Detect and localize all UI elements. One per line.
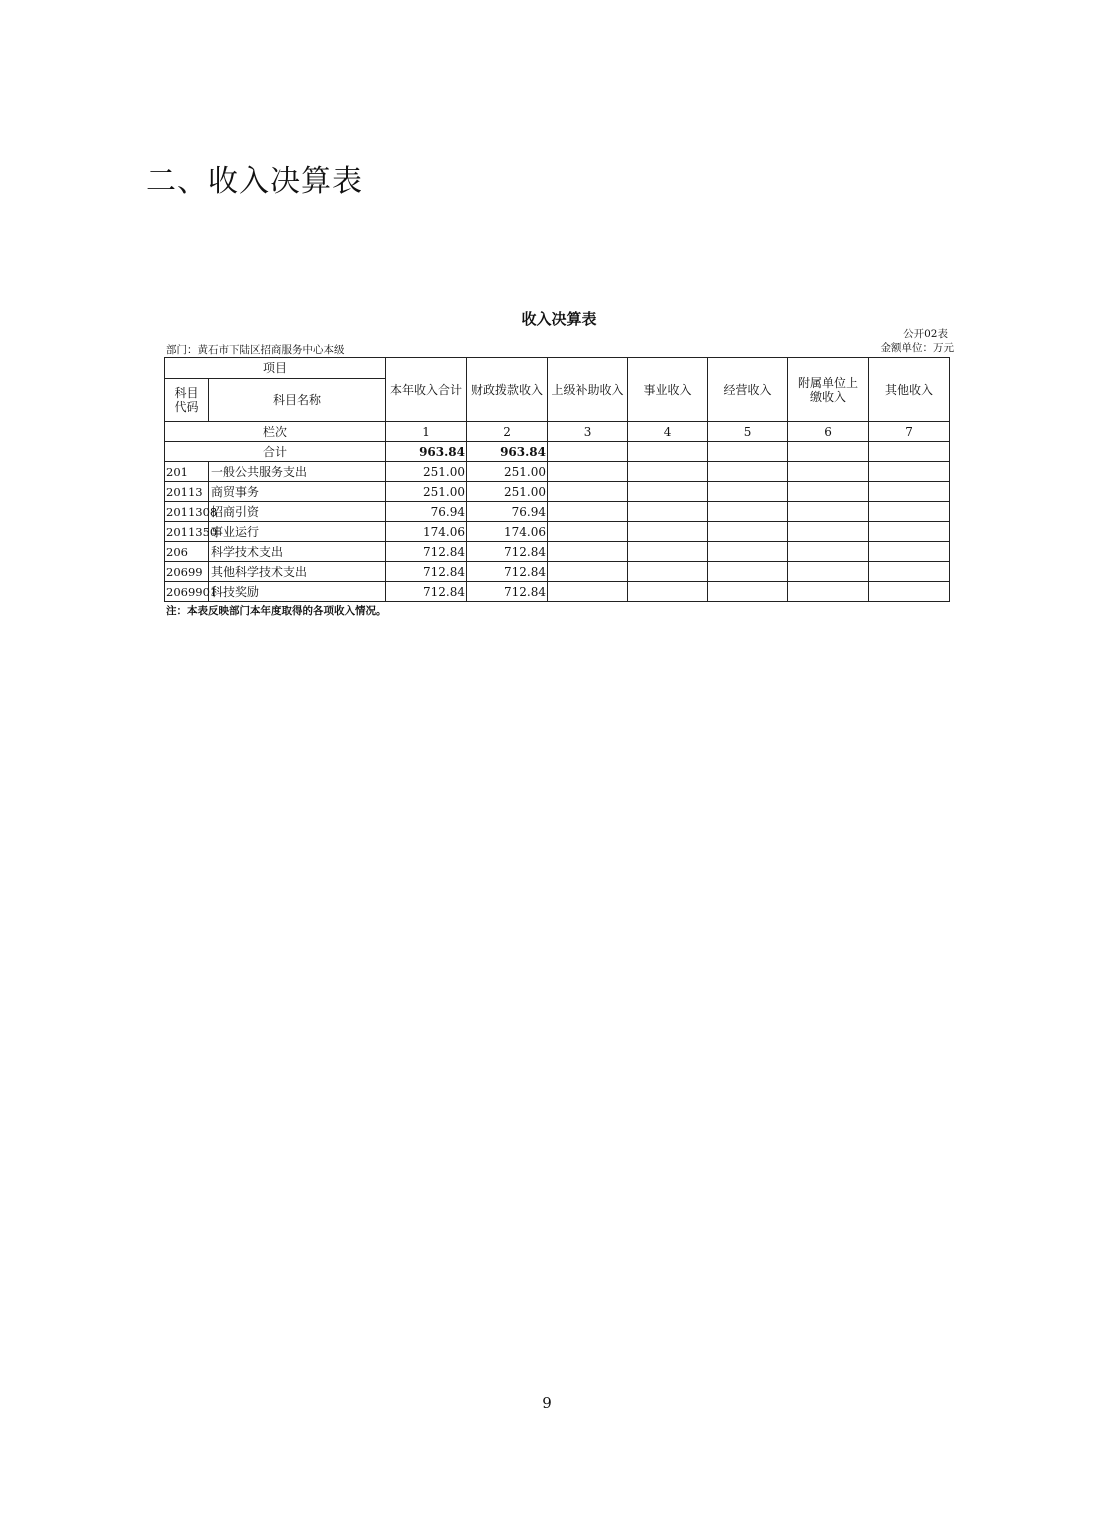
row-name: 招商引资: [209, 502, 386, 522]
total-value: [869, 442, 950, 462]
total-label: 合计: [165, 442, 386, 462]
row-code: 206: [165, 542, 209, 562]
table-row: [165, 462, 950, 482]
row-value: 76.94: [467, 502, 548, 522]
row-value: [628, 582, 708, 602]
total-value: [708, 442, 788, 462]
row-value: [628, 482, 708, 502]
total-value: [628, 442, 708, 462]
row-name: 一般公共服务支出: [209, 462, 386, 482]
row-value: [708, 562, 788, 582]
header-code: 科目代码: [165, 379, 209, 422]
column-number: 5: [708, 422, 788, 442]
row-value: [628, 462, 708, 482]
row-name: 商贸事务: [209, 482, 386, 502]
row-value: [708, 542, 788, 562]
row-name: 科技奖励: [209, 582, 386, 602]
row-value: [869, 462, 950, 482]
row-code: 2011308: [165, 502, 209, 522]
header-superior: 上级补助收入: [548, 358, 628, 422]
header-business: 事业收入: [628, 358, 708, 422]
row-value: [788, 462, 869, 482]
row-value: 251.00: [467, 462, 548, 482]
row-value: [628, 542, 708, 562]
row-value: [708, 502, 788, 522]
row-value: 251.00: [386, 462, 467, 482]
header-other: 其他收入: [869, 358, 950, 422]
header-total: 本年收入合计: [386, 358, 467, 422]
row-value: [628, 502, 708, 522]
row-name: 科学技术支出: [209, 542, 386, 562]
total-value: [548, 442, 628, 462]
row-value: [548, 502, 628, 522]
row-value: [708, 582, 788, 602]
row-value: 712.84: [386, 542, 467, 562]
row-value: [708, 462, 788, 482]
row-code: 201: [165, 462, 209, 482]
column-number: 3: [548, 422, 628, 442]
row-value: [788, 482, 869, 502]
row-code: 2011350: [165, 522, 209, 542]
row-value: 712.84: [467, 562, 548, 582]
income-table: [164, 357, 950, 602]
total-value: 963.84: [386, 442, 467, 462]
header-project: 项目: [165, 358, 386, 379]
page-number: 9: [542, 1394, 552, 1412]
header-fiscal: 财政拨款收入: [467, 358, 548, 422]
table-row: [165, 522, 950, 542]
column-number: 1: [386, 422, 467, 442]
row-value: [548, 462, 628, 482]
row-value: 76.94: [386, 502, 467, 522]
row-value: 712.84: [386, 562, 467, 582]
row-value: [869, 582, 950, 602]
header-affiliated: 附属单位上缴收入: [788, 358, 869, 422]
form-code: 公开02表: [903, 328, 948, 340]
row-value: [708, 522, 788, 542]
row-code: 2069901: [165, 582, 209, 602]
row-value: [869, 482, 950, 502]
row-value: [869, 562, 950, 582]
row-value: 712.84: [467, 582, 548, 602]
row-code: 20113: [165, 482, 209, 502]
column-number: 2: [467, 422, 548, 442]
row-value: [788, 582, 869, 602]
column-number: 6: [788, 422, 869, 442]
row-value: 251.00: [386, 482, 467, 502]
header-operating: 经营收入: [708, 358, 788, 422]
row-value: [869, 522, 950, 542]
row-value: [869, 542, 950, 562]
table-row: [165, 562, 950, 582]
row-name: 其他科学技术支出: [209, 562, 386, 582]
row-value: 174.06: [386, 522, 467, 542]
table-row: [165, 482, 950, 502]
row-value: [788, 502, 869, 522]
column-number-label: 栏次: [165, 422, 386, 442]
table-title: 收入决算表: [521, 310, 597, 328]
table-note: 注：本表反映部门本年度取得的各项收入情况。: [166, 605, 387, 617]
table-row: [165, 582, 950, 602]
row-value: [628, 522, 708, 542]
row-name: 事业运行: [209, 522, 386, 542]
section-heading: 二、收入决算表: [146, 164, 363, 199]
amount-unit: 金额单位：万元: [880, 342, 954, 354]
column-number-row: [165, 422, 950, 442]
row-value: [788, 522, 869, 542]
total-row: [165, 442, 950, 462]
header-name: 科目名称: [209, 379, 386, 422]
row-value: 712.84: [467, 542, 548, 562]
row-value: [788, 562, 869, 582]
department-label: 部门：黄石市下陆区招商服务中心本级: [166, 344, 345, 356]
total-value: 963.84: [467, 442, 548, 462]
row-value: 174.06: [467, 522, 548, 542]
row-value: [548, 522, 628, 542]
column-number: 7: [869, 422, 950, 442]
row-value: 251.00: [467, 482, 548, 502]
column-number: 4: [628, 422, 708, 442]
table-row: [165, 542, 950, 562]
row-value: [788, 542, 869, 562]
row-value: [548, 482, 628, 502]
row-value: [548, 562, 628, 582]
total-value: [788, 442, 869, 462]
header-row: [165, 358, 950, 379]
row-value: 712.84: [386, 582, 467, 602]
row-code: 20699: [165, 562, 209, 582]
table-row: [165, 502, 950, 522]
row-value: [869, 502, 950, 522]
row-value: [708, 482, 788, 502]
row-value: [548, 582, 628, 602]
row-value: [548, 542, 628, 562]
row-value: [628, 562, 708, 582]
